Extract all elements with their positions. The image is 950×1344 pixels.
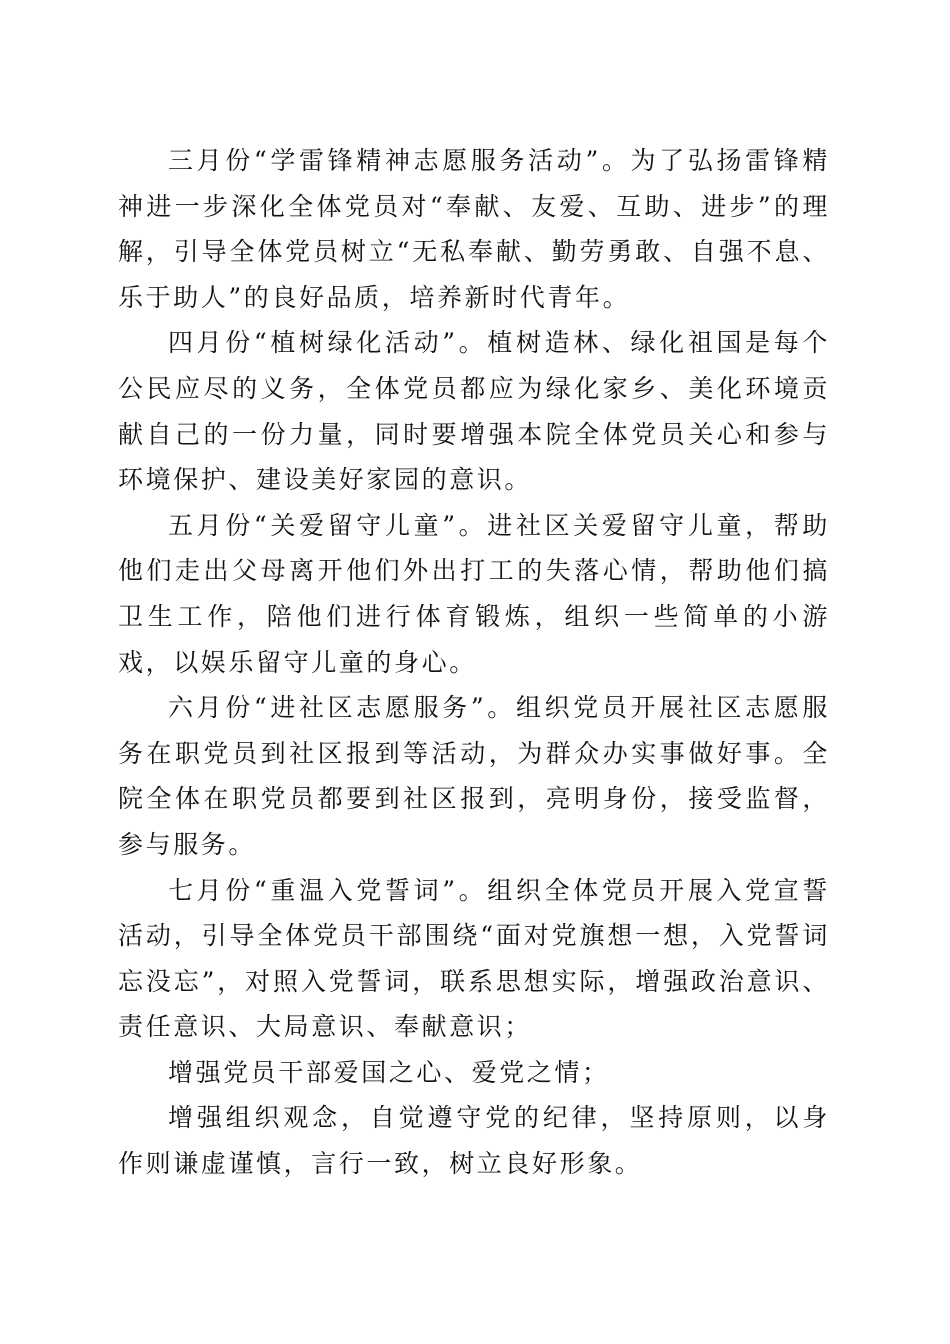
paragraph-june: 六月份“进社区志愿服务”。组织党员开展社区志愿服务在职党员到社区报到等活动，为群众办实事做好事。全院全体在职党员都要到社区报到，亮明身份，接受监督，参与服务。 [118, 693, 830, 859]
paragraph-march: 三月份“学雷锋精神志愿服务活动”。为了弘扬雷锋精神进一步深化全体党员对“奉献、友爱、互助、进步”的理解，引导全体党员树立“无私奉献、勤劳勇敢、自强不息、乐于助人”的良好品质，培养新时代青年。 [118, 146, 830, 312]
paragraph-organization: 增强组织观念，自觉遵守党的纪律，坚持原则，以身作则谦虚谨慎，言行一致，树立良好形象。 [118, 1103, 830, 1179]
document-body [118, 138, 830, 1187]
paragraph-july: 七月份“重温入党誓词”。组织全体党员开展入党宣誓活动，引导全体党员干部围绕“面对党旗想一想，入党誓词忘没忘”，对照入党誓词，联系思想实际，增强政治意识、责任意识、大局意识、奉献意识； [118, 875, 830, 1042]
paragraph-may: 五月份“关爱留守儿童”。进社区关爱留守儿童，帮助他们走出父母离开他们外出打工的失落心情，帮助他们搞卫生工作，陪他们进行体育锻炼，组织一些简单的小游戏，以娱乐留守儿童的身心。 [118, 510, 830, 677]
paragraph-patriotism: 增强党员干部爱国之心、爱党之情； [168, 1057, 610, 1087]
paragraph-april: 四月份“植树绿化活动”。植树造林、绿化祖国是每个公民应尽的义务，全体党员都应为绿化家乡、美化环境贡献自己的一份力量，同时要增强本院全体党员关心和参与环境保护、建设美好家园的意识。 [118, 328, 830, 495]
